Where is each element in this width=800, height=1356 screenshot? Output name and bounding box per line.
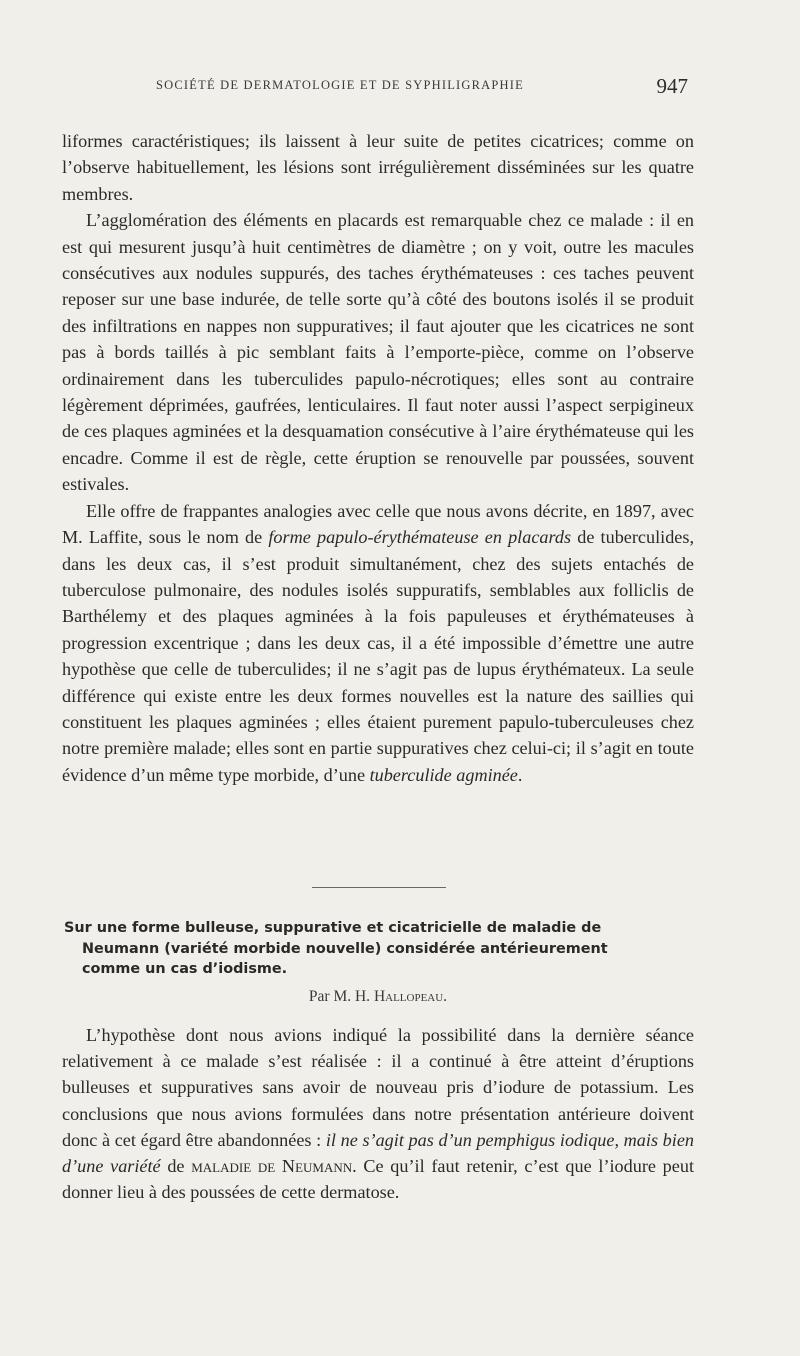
paragraph-2: L’agglomération des éléments en placards est remarquable chez ce malade : il en est qui mesurent jusqu’à huit centimètres de diamètre ; on y voit, outre les macules consécutives aux nodules suppurés, des taches érythémateuses : ces taches peuvent reposer sur une base indurée, de telle sorte qu’à côté des boutons isolés il se produit des infiltrations en nappes non suppuratives; il faut ajouter que les cicatrices ne sont pas à bords taillés à pic semblant faits à l’emporte-pièce, comme on l’observe ordinairement dans les tuberculides papulo-nécrotiques; elles sont au contraire légèrement déprimées, gaufrées, lenticulaires. Il faut noter aussi l’aspect serpigineux de ces plaques agminées et la desquamation consécutive à l’aire érythémateuse qui les encadre. Comme il est de règle, cette éruption se renouvelle par poussées, souvent estivales. bbox=[62, 210, 694, 495]
byline bbox=[62, 988, 694, 1006]
running-head-title: SOCIÉTÉ DE DERMATOLOGIE ET DE SYPHILIGRAPHIE bbox=[156, 78, 524, 92]
page-number: 947 bbox=[656, 74, 688, 98]
paragraph-3-text-e: . bbox=[517, 764, 523, 785]
paragraph-3-italic-term: forme papulo-érythémateuse en placards bbox=[268, 527, 572, 548]
paragraph-3-text-a: Elle offre de frappantes analogies avec celle que nous avons décrite, en 1897, avec M. Laffite, sous le nom de bbox=[62, 500, 694, 548]
paragraph-4-text-a: L’hypothèse dont nous avions indiqué la possibilité dans la dernière séance relativement à ce malade s’est réalisée : il a continué à être atteint d’éruptions bulleuses et suppuratives sans avoir de nouveau pris d’iodure de potassium. Les conclusions que nous avions formulées dans notre présentation antérieure doivent donc à cet égard être abandonnées : bbox=[62, 1025, 694, 1150]
section-title-line-1: Sur une forme bulleuse, suppurative et cicatricielle de maladie de bbox=[64, 920, 602, 936]
paragraph-3-italic-conclusion: tuberculide agminée bbox=[369, 764, 518, 785]
paragraph-3-text-c: de tuberculides, dans les deux cas, il s’est produit simultanément, chez des sujets entachés de tuberculose pulmonaire, des nodules isolés suppuratifs, semblables aux folliclis de Barthélemy et des plaques agminées à la fois papuleuses et érythémateuses à progression excentrique ; dans les deux cas, il a été impossible d’émettre une autre hypothèse que celle de tuberculides; il ne s’agit pas de lupus érythémateux. La seule différence qui existe entre les deux formes nouvelles est la nature des saillies qui constituent les plaques agminées ; elles étaient purement papulo-tuberculeuses chez notre première malade; elles sont en partie suppuratives chez celui-ci; il s’agit en toute évidence d’un même type morbide, d’une bbox=[62, 527, 694, 785]
paragraph-4-text-mid: de bbox=[160, 1156, 192, 1177]
article-body bbox=[62, 128, 694, 788]
paragraph-4-small-caps: maladie de Neumann bbox=[191, 1156, 353, 1177]
section-title-line-3: comme un cas d’iodisme. bbox=[82, 961, 288, 977]
byline-author: Hallopeau. bbox=[373, 988, 448, 1005]
section-title bbox=[64, 918, 694, 980]
article-body-2 bbox=[62, 1022, 694, 1205]
paragraph-3 bbox=[62, 498, 694, 788]
byline-prefix: Par M. H. bbox=[308, 988, 374, 1005]
section-title-line-2: Neumann (variété morbide nouvelle) considérée antérieurement bbox=[82, 940, 608, 957]
paragraph-4-italic: il ne s’agit pas d’un pemphigus iodique, mais bien d’une variété bbox=[62, 1129, 694, 1177]
section-divider bbox=[312, 887, 446, 888]
running-head bbox=[60, 74, 688, 98]
paragraph-1: liformes caractéristiques; ils laissent à leur suite de petites cicatrices; comme on l’observe habituellement, les lésions sont irrégulièrement disséminées sur les quatre membres. bbox=[62, 131, 694, 204]
paragraph-4 bbox=[62, 1022, 694, 1205]
paragraph-4-text-e: . Ce qu’il faut retenir, c’est que l’iodure peut donner lieu à des poussées de cette dermatose. bbox=[62, 1156, 694, 1203]
